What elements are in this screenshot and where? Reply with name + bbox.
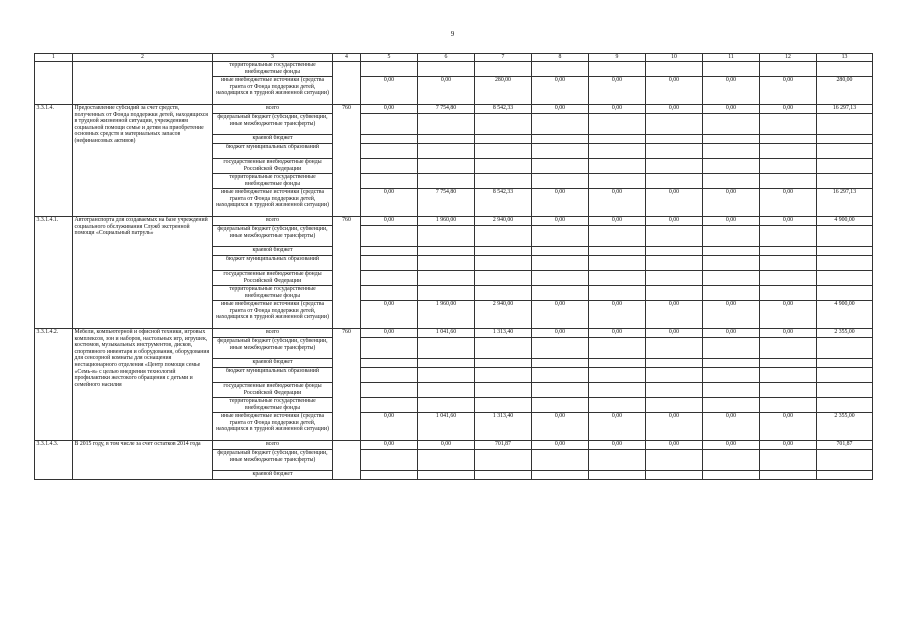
value-cell: [817, 174, 873, 189]
value-cell: [817, 247, 873, 256]
value-cell: 0,00: [703, 329, 760, 338]
source-cell: всего: [213, 329, 333, 338]
value-cell: [760, 286, 817, 301]
value-cell: [817, 135, 873, 144]
value-cell: [361, 359, 418, 368]
value-cell: [817, 159, 873, 174]
value-cell: [646, 114, 703, 135]
value-cell: 1 960,00: [418, 217, 475, 226]
column-number: 5: [361, 54, 418, 62]
value-cell: 0,00: [589, 301, 646, 329]
value-cell: 16 297,13: [817, 189, 873, 217]
value-cell: [589, 368, 646, 383]
value-cell: [817, 398, 873, 413]
value-cell: [646, 338, 703, 359]
value-cell: 0,00: [760, 189, 817, 217]
value-cell: 0,00: [646, 329, 703, 338]
value-cell: [646, 62, 703, 77]
value-cell: [532, 174, 589, 189]
code-cell: 760: [333, 217, 361, 329]
value-cell: [475, 159, 532, 174]
value-cell: [760, 135, 817, 144]
value-cell: [418, 256, 475, 271]
value-cell: 0,00: [646, 189, 703, 217]
source-cell: краевой бюджет: [213, 359, 333, 368]
value-cell: [475, 226, 532, 247]
value-cell: [589, 359, 646, 368]
value-cell: [817, 383, 873, 398]
column-number-row: [35, 54, 873, 62]
value-cell: 4 900,00: [817, 301, 873, 329]
value-cell: [760, 159, 817, 174]
value-cell: [532, 286, 589, 301]
budget-table: [34, 53, 873, 480]
source-cell: бюджет муниципальных образований: [213, 256, 333, 271]
value-cell: [646, 383, 703, 398]
value-cell: [475, 256, 532, 271]
value-cell: 2 940,00: [475, 217, 532, 226]
value-cell: [703, 135, 760, 144]
source-cell: территориальные государственные внебюджетные фонды: [213, 174, 333, 189]
value-cell: [703, 359, 760, 368]
source-cell: территориальные государственные внебюджетные фонды: [213, 62, 333, 77]
column-number: 3: [213, 54, 333, 62]
source-cell: государственные внебюджетные фонды Российской Федерации: [213, 383, 333, 398]
value-cell: 0,00: [361, 189, 418, 217]
item-number-cell: [35, 62, 73, 105]
value-cell: 0,00: [703, 105, 760, 114]
source-cell: краевой бюджет: [213, 135, 333, 144]
value-cell: [760, 62, 817, 77]
value-cell: [646, 159, 703, 174]
value-cell: [418, 174, 475, 189]
source-cell: краевой бюджет: [213, 247, 333, 256]
source-cell: федеральный бюджет (субсидии, субвенции, иные межбюджетные трансферты): [213, 450, 333, 471]
value-cell: [532, 114, 589, 135]
value-cell: [418, 114, 475, 135]
value-cell: [532, 247, 589, 256]
value-cell: 701,87: [817, 441, 873, 450]
code-cell: [333, 62, 361, 105]
value-cell: 280,00: [817, 77, 873, 105]
value-cell: 2 940,00: [475, 301, 532, 329]
value-cell: 0,00: [418, 77, 475, 105]
column-number: 11: [703, 54, 760, 62]
value-cell: [646, 368, 703, 383]
value-cell: 8 542,33: [475, 105, 532, 114]
source-cell: бюджет муниципальных образований: [213, 144, 333, 159]
value-cell: 0,00: [703, 217, 760, 226]
value-cell: 0,00: [361, 441, 418, 450]
value-cell: [418, 62, 475, 77]
value-cell: [760, 271, 817, 286]
value-cell: [817, 359, 873, 368]
value-cell: [703, 471, 760, 480]
value-cell: [703, 247, 760, 256]
value-cell: 7 754,80: [418, 189, 475, 217]
value-cell: [418, 368, 475, 383]
value-cell: [760, 471, 817, 480]
value-cell: [646, 271, 703, 286]
value-cell: [361, 383, 418, 398]
value-cell: [475, 135, 532, 144]
value-cell: [475, 114, 532, 135]
value-cell: [361, 174, 418, 189]
value-cell: [532, 135, 589, 144]
value-cell: [703, 114, 760, 135]
value-cell: [532, 450, 589, 471]
value-cell: [475, 247, 532, 256]
source-cell: иные внебюджетные источники (средства гранта от Фонда поддержки детей, находящихся в трудной жизненной ситуации): [213, 77, 333, 105]
value-cell: [646, 398, 703, 413]
source-cell: иные внебюджетные источники (средства гранта от Фонда поддержки детей, находящихся в трудной жизненной ситуации): [213, 301, 333, 329]
value-cell: 0,00: [418, 441, 475, 450]
item-number-cell: 3.3.1.4.2.: [35, 329, 73, 441]
value-cell: [817, 62, 873, 77]
value-cell: [760, 226, 817, 247]
value-cell: 0,00: [646, 413, 703, 441]
value-cell: 0,00: [532, 329, 589, 338]
value-cell: [760, 174, 817, 189]
value-cell: [418, 450, 475, 471]
value-cell: [817, 338, 873, 359]
value-cell: [361, 338, 418, 359]
column-number: 7: [475, 54, 532, 62]
value-cell: [532, 359, 589, 368]
value-cell: 0,00: [361, 217, 418, 226]
value-cell: [703, 256, 760, 271]
value-cell: [532, 471, 589, 480]
value-cell: [361, 286, 418, 301]
source-cell: федеральный бюджет (субсидии, субвенции, иные межбюджетные трансферты): [213, 114, 333, 135]
value-cell: [703, 338, 760, 359]
value-cell: [646, 471, 703, 480]
value-cell: [475, 338, 532, 359]
value-cell: [589, 144, 646, 159]
value-cell: [475, 286, 532, 301]
value-cell: [361, 159, 418, 174]
value-cell: [361, 256, 418, 271]
value-cell: [589, 247, 646, 256]
value-cell: 0,00: [589, 77, 646, 105]
value-cell: [589, 398, 646, 413]
value-cell: [532, 256, 589, 271]
value-cell: [361, 271, 418, 286]
value-cell: 280,00: [475, 77, 532, 105]
value-cell: 0,00: [646, 77, 703, 105]
value-cell: 701,87: [475, 441, 532, 450]
value-cell: [817, 286, 873, 301]
column-number: 6: [418, 54, 475, 62]
value-cell: [475, 368, 532, 383]
item-title-cell: В 2015 году, в том числе за счет остатков 2014 года: [73, 441, 213, 480]
value-cell: [703, 368, 760, 383]
value-cell: 1 041,60: [418, 329, 475, 338]
value-cell: [646, 174, 703, 189]
source-cell: государственные внебюджетные фонды Российской Федерации: [213, 271, 333, 286]
value-cell: [646, 450, 703, 471]
value-cell: [532, 144, 589, 159]
code-cell: 760: [333, 105, 361, 217]
value-cell: [532, 62, 589, 77]
value-cell: [703, 271, 760, 286]
page-number: 9: [450, 30, 455, 38]
item-title-cell: Предоставление субсидий за счет средств, полученных от Фонда поддержки детей, находящихся в трудной жизненной ситуации, учреждениям социальной помощи семье и детям на приобретение основных средств и материальных запасов (нефинансовых активов): [73, 105, 213, 217]
value-cell: [589, 471, 646, 480]
value-cell: 7 754,80: [418, 105, 475, 114]
value-cell: [475, 271, 532, 286]
value-cell: [646, 135, 703, 144]
value-cell: [361, 135, 418, 144]
source-cell: всего: [213, 217, 333, 226]
item-number-cell: 3.3.1.4.3.: [35, 441, 73, 480]
value-cell: [418, 271, 475, 286]
value-cell: [589, 450, 646, 471]
value-cell: 0,00: [760, 105, 817, 114]
value-cell: 0,00: [646, 217, 703, 226]
value-cell: [418, 226, 475, 247]
value-cell: [418, 135, 475, 144]
value-cell: 8 542,33: [475, 189, 532, 217]
value-cell: 0,00: [589, 329, 646, 338]
value-cell: [817, 368, 873, 383]
value-cell: 0,00: [646, 105, 703, 114]
value-cell: 0,00: [703, 77, 760, 105]
value-cell: 0,00: [760, 301, 817, 329]
value-cell: 0,00: [589, 413, 646, 441]
value-cell: [589, 271, 646, 286]
value-cell: 2 355,00: [817, 329, 873, 338]
value-cell: 1 041,60: [418, 413, 475, 441]
value-cell: [475, 471, 532, 480]
value-cell: [589, 338, 646, 359]
value-cell: 0,00: [760, 441, 817, 450]
value-cell: [418, 359, 475, 368]
value-cell: 0,00: [361, 301, 418, 329]
value-cell: [589, 62, 646, 77]
value-cell: [817, 114, 873, 135]
value-cell: [418, 383, 475, 398]
value-cell: 1 313,40: [475, 329, 532, 338]
value-cell: [475, 398, 532, 413]
source-cell: федеральный бюджет (субсидии, субвенции, иные межбюджетные трансферты): [213, 226, 333, 247]
value-cell: 0,00: [589, 105, 646, 114]
value-cell: [418, 286, 475, 301]
value-cell: [361, 471, 418, 480]
value-cell: 0,00: [760, 413, 817, 441]
item-number-cell: 3.3.1.4.: [35, 105, 73, 217]
value-cell: [760, 359, 817, 368]
value-cell: [589, 114, 646, 135]
value-cell: [361, 226, 418, 247]
value-cell: 0,00: [589, 217, 646, 226]
value-cell: [646, 286, 703, 301]
value-cell: [361, 450, 418, 471]
value-cell: [760, 398, 817, 413]
value-cell: [646, 256, 703, 271]
value-cell: [760, 144, 817, 159]
value-cell: [817, 271, 873, 286]
value-cell: [760, 114, 817, 135]
source-cell: всего: [213, 441, 333, 450]
value-cell: 16 297,13: [817, 105, 873, 114]
value-cell: [703, 144, 760, 159]
value-cell: [703, 174, 760, 189]
value-cell: [589, 226, 646, 247]
value-cell: [361, 398, 418, 413]
code-cell: [333, 441, 361, 480]
column-number: 4: [333, 54, 361, 62]
value-cell: [646, 247, 703, 256]
value-cell: [703, 450, 760, 471]
item-title-cell: Мебели, компьютерной и офисной техники, игровых комплексов, зон и наборов, настольных игр, игрушек, костюмов, музыкальных инструментов, дисков, спортивного инвентаря и оборудования, оборудования для сенсорной комнаты для оснащения нестационарного отделения «Центр помощи семье «Семь-я» с целью внедрения технологий профилактики жестокого обращения с детьми и семейного насилия: [73, 329, 213, 441]
column-number: 2: [73, 54, 213, 62]
value-cell: 0,00: [532, 301, 589, 329]
source-cell: краевой бюджет: [213, 471, 333, 480]
value-cell: 0,00: [361, 77, 418, 105]
source-cell: территориальные государственные внебюджетные фонды: [213, 398, 333, 413]
source-cell: всего: [213, 105, 333, 114]
value-cell: [760, 450, 817, 471]
table-row: [35, 217, 873, 226]
source-cell: иные внебюджетные источники (средства гранта от Фонда поддержки детей, находящихся в трудной жизненной ситуации): [213, 189, 333, 217]
value-cell: [532, 398, 589, 413]
value-cell: [361, 62, 418, 77]
value-cell: [532, 159, 589, 174]
value-cell: [418, 159, 475, 174]
value-cell: 0,00: [703, 413, 760, 441]
value-cell: 2 355,00: [817, 413, 873, 441]
source-cell: федеральный бюджет (субсидии, субвенции, иные межбюджетные трансферты): [213, 338, 333, 359]
value-cell: [760, 256, 817, 271]
value-cell: [703, 226, 760, 247]
value-cell: [589, 383, 646, 398]
value-cell: [589, 174, 646, 189]
value-cell: [532, 368, 589, 383]
value-cell: [703, 159, 760, 174]
value-cell: [475, 359, 532, 368]
value-cell: [760, 247, 817, 256]
value-cell: [646, 359, 703, 368]
value-cell: [589, 135, 646, 144]
value-cell: [475, 383, 532, 398]
value-cell: [418, 144, 475, 159]
value-cell: 0,00: [532, 441, 589, 450]
value-cell: [532, 338, 589, 359]
value-cell: [589, 286, 646, 301]
column-number: 1: [35, 54, 73, 62]
value-cell: 0,00: [760, 217, 817, 226]
value-cell: [760, 383, 817, 398]
value-cell: 0,00: [361, 105, 418, 114]
value-cell: [817, 256, 873, 271]
value-cell: [817, 226, 873, 247]
value-cell: 0,00: [760, 77, 817, 105]
value-cell: 0,00: [589, 441, 646, 450]
value-cell: 0,00: [532, 189, 589, 217]
value-cell: [760, 338, 817, 359]
value-cell: [589, 159, 646, 174]
value-cell: [817, 144, 873, 159]
value-cell: [475, 450, 532, 471]
value-cell: [532, 271, 589, 286]
value-cell: 0,00: [532, 413, 589, 441]
value-cell: 0,00: [646, 441, 703, 450]
value-cell: [703, 398, 760, 413]
source-cell: государственные внебюджетные фонды Российской Федерации: [213, 159, 333, 174]
value-cell: 0,00: [646, 301, 703, 329]
value-cell: [817, 471, 873, 480]
column-number: 10: [646, 54, 703, 62]
value-cell: [589, 256, 646, 271]
code-cell: 760: [333, 329, 361, 441]
value-cell: [646, 226, 703, 247]
value-cell: 4 900,00: [817, 217, 873, 226]
value-cell: [475, 174, 532, 189]
value-cell: [418, 398, 475, 413]
value-cell: 0,00: [703, 441, 760, 450]
value-cell: [475, 62, 532, 77]
column-number: 12: [760, 54, 817, 62]
column-number: 9: [589, 54, 646, 62]
value-cell: [361, 247, 418, 256]
value-cell: [532, 226, 589, 247]
value-cell: 0,00: [532, 77, 589, 105]
value-cell: 0,00: [532, 105, 589, 114]
value-cell: 1 313,40: [475, 413, 532, 441]
value-cell: [418, 247, 475, 256]
value-cell: [361, 144, 418, 159]
table-row: [35, 62, 873, 77]
value-cell: 0,00: [589, 189, 646, 217]
source-cell: территориальные государственные внебюджетные фонды: [213, 286, 333, 301]
value-cell: 0,00: [760, 329, 817, 338]
column-number: 8: [532, 54, 589, 62]
item-title-cell: Автотранспорта для создаваемых на базе учреждений социального обслуживания Служб экстренной помощи «Социальный патруль»: [73, 217, 213, 329]
table-row: [35, 105, 873, 114]
item-title-cell: [73, 62, 213, 105]
source-cell: иные внебюджетные источники (средства гранта от Фонда поддержки детей, находящихся в трудной жизненной ситуации): [213, 413, 333, 441]
value-cell: [361, 368, 418, 383]
value-cell: [418, 471, 475, 480]
value-cell: [703, 383, 760, 398]
value-cell: [703, 62, 760, 77]
value-cell: 0,00: [532, 217, 589, 226]
source-cell: бюджет муниципальных образований: [213, 368, 333, 383]
item-number-cell: 3.3.1.4.1.: [35, 217, 73, 329]
value-cell: 0,00: [361, 413, 418, 441]
table-row: [35, 441, 873, 450]
value-cell: [361, 114, 418, 135]
value-cell: [646, 144, 703, 159]
value-cell: 0,00: [703, 189, 760, 217]
value-cell: [418, 338, 475, 359]
value-cell: [532, 383, 589, 398]
value-cell: [817, 450, 873, 471]
value-cell: 0,00: [361, 329, 418, 338]
value-cell: 0,00: [703, 301, 760, 329]
value-cell: [475, 144, 532, 159]
value-cell: [760, 368, 817, 383]
value-cell: 1 960,00: [418, 301, 475, 329]
table-row: [35, 329, 873, 338]
value-cell: [703, 286, 760, 301]
column-number: 13: [817, 54, 873, 62]
